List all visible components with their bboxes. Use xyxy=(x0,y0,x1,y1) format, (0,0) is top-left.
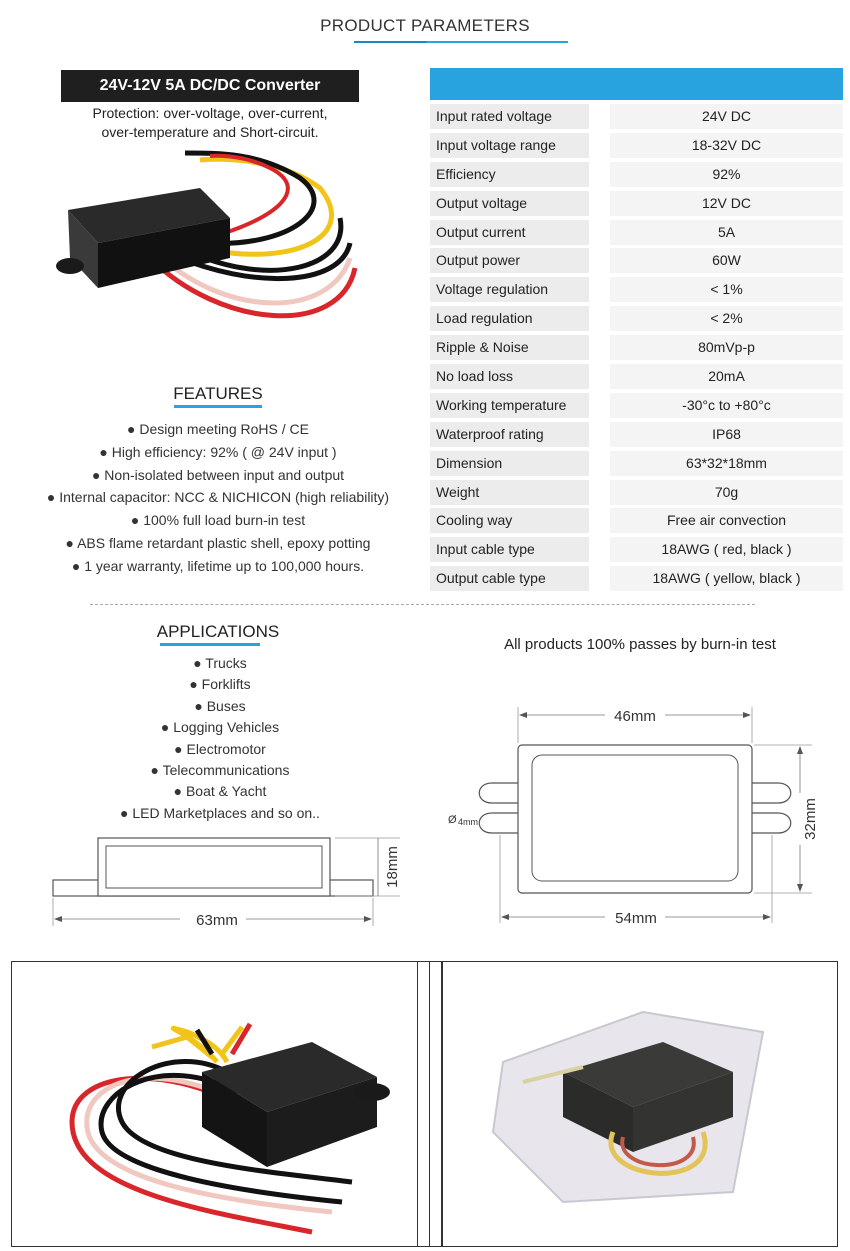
applications-underline xyxy=(160,643,260,646)
protection-line-1: Protection: over-voltage, over-current, xyxy=(92,105,328,121)
spec-label: Input rated voltage xyxy=(430,104,589,129)
spec-value: 80mVp-p xyxy=(610,335,843,360)
spec-value: -30°c to +80°c xyxy=(610,393,843,418)
feature-item: ● Design meeting RoHS / CE xyxy=(127,421,309,437)
application-item: ● Telecommunications xyxy=(150,762,290,779)
application-item: ● Buses xyxy=(194,697,246,714)
spec-label: Input cable type xyxy=(430,537,589,562)
spec-row xyxy=(430,133,843,158)
spec-row xyxy=(430,393,843,418)
spec-row xyxy=(430,422,843,447)
spec-label: Output current xyxy=(430,220,589,245)
spec-value: 24V DC xyxy=(610,104,843,129)
top-body-outline xyxy=(518,745,752,893)
spec-table xyxy=(430,104,843,595)
spec-value: 18-32V DC xyxy=(610,133,843,158)
spec-label: Output voltage xyxy=(430,191,589,216)
left-ear-bottom xyxy=(479,813,518,833)
top-width-label: 46mm xyxy=(614,708,656,725)
right-ear-bottom xyxy=(752,813,791,833)
product-photo-wired xyxy=(12,962,417,1246)
side-length-label: 63mm xyxy=(196,912,238,929)
top-view-drawing xyxy=(440,695,830,935)
page-title: PRODUCT PARAMETERS xyxy=(320,16,530,35)
spec-label: Voltage regulation xyxy=(430,277,589,302)
application-item: ● Logging Vehicles xyxy=(160,719,280,736)
mounting-tab xyxy=(56,258,84,274)
spec-label: Waterproof rating xyxy=(430,422,589,447)
features-underline xyxy=(174,405,262,408)
body-outline xyxy=(98,838,330,896)
photo-divider xyxy=(418,961,442,1247)
hole-diameter-label: 4mm xyxy=(458,817,478,827)
bottom-width-label: 54mm xyxy=(615,910,657,927)
spec-value: 18AWG ( yellow, black ) xyxy=(610,566,843,591)
product-photo-bagged xyxy=(443,962,837,1246)
spec-value: Free air convection xyxy=(610,508,843,533)
spec-label: Dimension xyxy=(430,451,589,476)
application-item: ● Boat & Yacht xyxy=(173,783,267,800)
spec-row xyxy=(430,248,843,273)
spec-label: Input voltage range xyxy=(430,133,589,158)
feature-item: ● 1 year warranty, lifetime up to 100,000 hours. xyxy=(71,557,365,574)
product-title: 24V-12V 5A DC/DC Converter xyxy=(61,70,359,102)
burn-in-note: All products 100% passes by burn-in test xyxy=(504,636,776,653)
spec-label: Load regulation xyxy=(430,306,589,331)
spec-label: Weight xyxy=(430,480,589,505)
hole-symbol: Ø xyxy=(448,814,457,826)
spec-value: 60W xyxy=(610,248,843,273)
application-item: ● LED Marketplaces and so on.. xyxy=(120,804,320,821)
spec-label: Working temperature xyxy=(430,393,589,418)
feature-item: ● Internal capacitor: NCC & NICHICON (high reliability) xyxy=(46,489,390,506)
spec-row xyxy=(430,277,843,302)
protection-text xyxy=(60,104,360,142)
spec-row xyxy=(430,306,843,331)
spec-value: IP68 xyxy=(610,422,843,447)
feature-item: ● High efficiency: 92% ( @ 24V input ) xyxy=(99,443,337,460)
spec-value: 18AWG ( red, black ) xyxy=(610,537,843,562)
spec-row xyxy=(430,566,843,591)
section-divider xyxy=(90,604,755,605)
product-photo-frame-1 xyxy=(11,961,418,1247)
spec-value: < 2% xyxy=(610,306,843,331)
spec-value: 5A xyxy=(610,220,843,245)
features-title: FEATURES xyxy=(173,384,263,403)
spec-label: Output power xyxy=(430,248,589,273)
photo-divider-line xyxy=(429,961,430,1247)
application-item: ● Electromotor xyxy=(174,740,266,757)
title-underline-accent xyxy=(354,41,426,43)
spec-value: 20mA xyxy=(610,364,843,389)
feature-item: ● ABS flame retardant plastic shell, epoxy potting xyxy=(65,534,371,551)
feature-item: ● 100% full load burn-in test xyxy=(130,512,306,529)
applications-title: APPLICATIONS xyxy=(156,622,280,641)
mounting-tab xyxy=(354,1083,390,1101)
spec-value: < 1% xyxy=(610,277,843,302)
side-height-label: 18mm xyxy=(384,846,401,888)
spec-row xyxy=(430,480,843,505)
spec-label: Ripple & Noise xyxy=(430,335,589,360)
spec-row xyxy=(430,104,843,129)
product-photo-frame-2 xyxy=(442,961,838,1247)
application-item: ● Trucks xyxy=(193,655,247,671)
spec-value: 63*32*18mm xyxy=(610,451,843,476)
top-height-label: 32mm xyxy=(802,798,819,840)
spec-row xyxy=(430,451,843,476)
product-photo-top xyxy=(50,148,370,338)
applications-list xyxy=(0,653,440,824)
application-item: ● Forklifts xyxy=(189,676,251,693)
features-list xyxy=(0,418,436,578)
spec-value: 12V DC xyxy=(610,191,843,216)
spec-row xyxy=(430,537,843,562)
spec-row xyxy=(430,191,843,216)
spec-value: 92% xyxy=(610,162,843,187)
protection-line-2: over-temperature and Short-circuit. xyxy=(101,124,319,140)
spec-label: Cooling way xyxy=(430,508,589,533)
spec-row xyxy=(430,220,843,245)
spec-label: No load loss xyxy=(430,364,589,389)
left-ear-top xyxy=(479,783,518,803)
spec-row xyxy=(430,508,843,533)
feature-item: ● Non-isolated between input and output xyxy=(91,466,345,483)
spec-row xyxy=(430,364,843,389)
spec-header-bar xyxy=(430,68,843,100)
spec-label: Efficiency xyxy=(430,162,589,187)
spec-row xyxy=(430,335,843,360)
spec-value: 70g xyxy=(610,480,843,505)
side-view-drawing xyxy=(0,820,420,935)
right-ear-top xyxy=(752,783,791,803)
spec-label: Output cable type xyxy=(430,566,589,591)
spec-row xyxy=(430,162,843,187)
